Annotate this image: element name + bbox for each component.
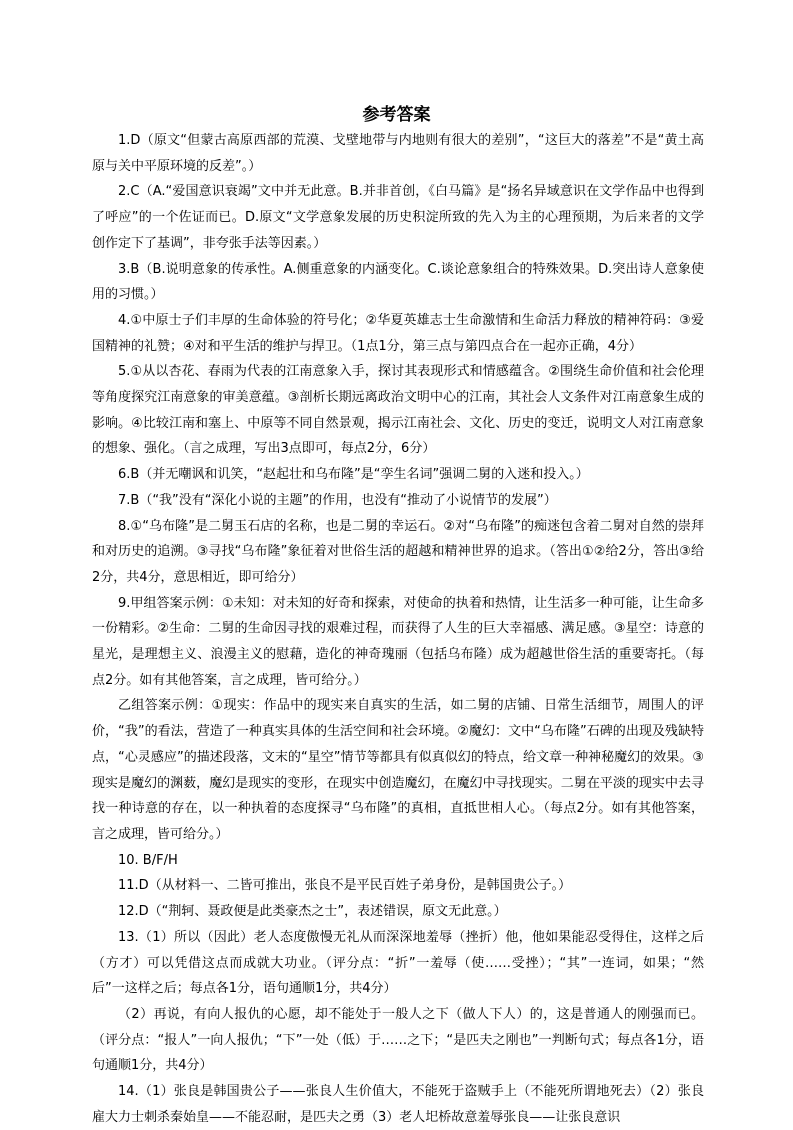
answer-4: 4.①中原士子们丰厚的生命体验的符号化；②华夏英雄志士生命激情和生命活力释放的精神符码：③爱国精神的礼赞；④对和平生活的维护与捍卫。（1点1分，第三点与第四点合在一起亦正确，4分） <box>92 312 704 354</box>
answer-9-group-b: 乙组答案示例：①现实：作品中的现实来自真实的生活，如二舅的店铺、日常生活细节，周围人的评价，“我”的看法，营造了一种真实具体的生活空间和社会环境。②魔幻：文中“乌布隆”石碑的出现及残缺特点，“心灵感应”的描述段落，文末的“星空”情节等都具有似真似幻的特点，给文章一种神秘魔幻的效果。③现实是魔幻的渊薮，魔幻是现实的变形，在现实中创造魔幻，在魔幻中寻找现实。二舅在平淡的现实中去寻找一种诗意的存在，以一种执着的态度探寻“乌布隆”的真相，直抵世相人心。（每点2分。如有其他答案，言之成理，皆可给分。） <box>92 698 704 842</box>
answer-body <box>92 128 704 1130</box>
answer-11: 11.D（从材料一、二皆可推出，张良不是平民百姓子弟身份，是韩国贵公子。） <box>118 878 572 894</box>
answer-1: 1.D（原文“但蒙古高原西部的荒漠、戈壁地带与内地则有很大的差别”，“这巨大的落差”不是“黄土高原与关中平原环境的反差”。） <box>92 133 704 174</box>
answer-6: 6.B（并无嘲讽和讥笑，“赵起壮和乌布隆”是“孪生名词”强调二舅的入迷和投入。） <box>118 467 589 483</box>
answer-3: 3.B（B.说明意象的传承性。A.侧重意象的内涵变化。C.谈论意象组合的特殊效果。D.突出诗人意象使用的习惯。） <box>92 261 704 303</box>
answer-8: 8.①“乌布隆”是二舅玉石店的名称，也是二舅的幸运石。②对“乌布隆”的痴迷包含着二舅对自然的崇拜和对历史的追溯。③寻找“乌布隆”象征着对世俗生活的超越和精神世界的追求。（答出①②给2分，答出③给2分，共4分，意思相近，即可给分） <box>92 518 704 585</box>
answer-13-part-1: 13.（1）所以（因此）老人态度傲慢无礼从而深深地羞辱（挫折）他，他如果能忍受得住，这样之后（方才）可以凭借这点而成就大功业。（评分点：“折”一羞辱（使……受挫）；“其”一连词，如果；“然后”一这样之后；每点各1分，语句通顺1分，共4分） <box>92 929 704 997</box>
page-title: 参考答案 <box>362 105 431 125</box>
answer-7: 7.B（“我”没有“深化小说的主题”的作用，也没有“推动了小说情节的发展”） <box>118 492 557 508</box>
answer-9-group-a: 9.甲组答案示例：①未知：对未知的好奇和探索，对使命的执着和热情，让生活多一种可能，让生命多一份精彩。②生命：二舅的生命因寻找的艰难过程，而获得了人生的巨大幸福感、满足感。③星空：诗意的星光，是理想主义、浪漫主义的慰藉，造化的神奇瑰丽（包括乌布隆）成为超越世俗生活的重要寄托。（每点2分。如有其他答案，言之成理，皆可给分。） <box>92 595 704 688</box>
answer-2: 2.C（A.“爱国意识衰竭”文中并无此意。B.并非首创，《白马篇》是“扬名异域意识在文学作品中也得到了呼应”的一个佐证而已。D.原文“文学意象发展的历史积淀所致的先入为主的心理预期，为后来者的文学创作定下了基调”，非夸张手法等因素。） <box>92 184 704 251</box>
answer-13-part-2: （2）再说，有向人报仇的心愿，却不能处于一般人之下（做人下人）的，这是普通人的刚强而已。（评分点：“报人”一向人报仇；“下”一处（低）于……之下；“是匹夫之刚也”一判断句式；每点各1分，语句通顺1分，共4分） <box>92 1006 704 1074</box>
answer-14: 14.（1）张良是韩国贵公子——张良人生价值大，不能死于盗贼手上（不能死所谓地死去）（2）张良雇大力士刺杀秦始皇——不能忍耐，是匹夫之勇（3）老人圯桥故意羞辱张良——让张良意识 <box>92 1084 704 1125</box>
answer-5: 5.①从以杏花、春雨为代表的江南意象入手，探讨其表现形式和情感蕴含。②围绕生命价值和社会伦理等角度探究江南意象的审美意蕴。③剖析长期远离政治文明中心的江南，其社会人文条件对江南意象生成的影响。④比较江南和塞上、中原等不同自然景观，揭示江南社会、文化、历史的变迁，说明文人对江南意象的想象、强化。（言之成理，写出3点即可，每点2分，6分） <box>92 364 704 457</box>
answer-10: 10. B/F/H <box>118 852 178 868</box>
answer-12: 12.D（“荆轲、聂政便是此类豪杰之士”，表述错误，原文无此意。） <box>118 904 507 920</box>
